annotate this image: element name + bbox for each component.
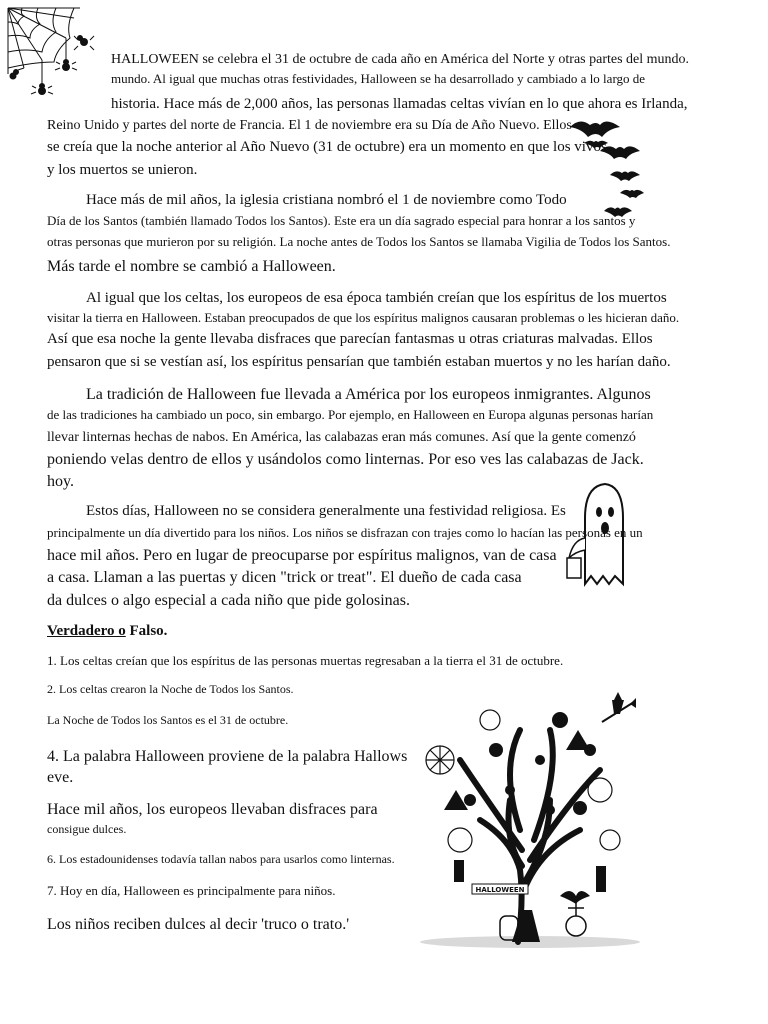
- quiz-heading-false: Falso.: [125, 623, 168, 639]
- article-line: de las tradiciones ha cambiado un poco, sin embargo. Por ejemplo, en Halloween en Europa algunas personas harían: [47, 407, 654, 422]
- quiz-heading-true: Verdadero o: [47, 623, 126, 639]
- article-line: Más tarde el nombre se cambió a Halloween.: [47, 258, 336, 275]
- article-line: da dulces o algo especial a cada niño que pide golosinas.: [47, 592, 410, 609]
- article-line: llevar linternas hechas de nabos. En América, las calabazas eran más comunes. Así que la gente comenzó: [47, 430, 636, 445]
- witch-on-broom-icon: [600, 692, 636, 726]
- quiz-item: 7. Hoy en día, Halloween es principalmente para niños.: [47, 883, 336, 898]
- article-line: principalmente un día divertido para los niños. Los niños se disfrazan con trajes como lo hacían las personas en un: [47, 525, 643, 540]
- quiz-item: Hace mil años, los europeos llevaban disfraces para: [47, 801, 378, 818]
- article-line: La tradición de Halloween fue llevada a América por los europeos inmigrantes. Algunos: [86, 386, 651, 403]
- article-line: Al igual que los celtas, los europeos de esa época también creían que los espíritus de los muertos: [86, 290, 667, 306]
- article-line: y los muertos se unieron.: [47, 162, 198, 178]
- article-line: historia. Hace más de 2,000 años, las personas llamadas celtas vivían en lo que ahora es Irlanda,: [111, 96, 688, 112]
- quiz-item: consigue dulces.: [47, 822, 127, 836]
- quiz-item: 2. Los celtas crearon la Noche de Todos los Santos.: [47, 682, 294, 696]
- article-line: hace mil años. Pero en lugar de preocuparse por espíritus malignos, van de casa: [47, 547, 557, 564]
- quiz-item: 1. Los celtas creían que los espíritus de las personas muertas regresaban a la tierra el 31 de octubre.: [47, 653, 564, 668]
- quiz-heading: [47, 623, 167, 640]
- article-line: poniendo velas dentro de ellos y usándolos como linternas. Por eso ves las calabazas de Jack.: [47, 451, 644, 468]
- article-line: a casa. Llaman a las puertas y dicen "trick or treat". El dueño de cada casa: [47, 569, 522, 586]
- article-line: Así que esa noche la gente llevaba disfraces que parecían fantasmas u otras criaturas malvadas. Ellos: [47, 331, 653, 347]
- article-line: hoy.: [47, 473, 74, 490]
- quiz-item: 6. Los estadounidenses todavía tallan nabos para usarlos como linternas.: [47, 852, 395, 866]
- article-line: Día de los Santos (también llamado Todos los Santos). Este era un día sagrado especial para honrar a los santos y: [47, 213, 636, 228]
- article-line: se creía que la noche anterior al Año Nuevo (31 de octubre) era un momento en que los vivos: [47, 139, 607, 155]
- article-line: visitar la tierra en Halloween. Estaban preocupados de que los espíritus malignos causaran problemas o les hicieran daño.: [47, 310, 680, 325]
- article-line: mundo. Al igual que muchas otras festividades, Halloween se ha desarrollado y cambiado a lo largo de: [111, 71, 646, 86]
- quiz-item: La Noche de Todos los Santos es el 31 de octubre.: [47, 713, 289, 727]
- article-line: Estos días, Halloween no se considera generalmente una festividad religiosa. Es: [86, 503, 566, 519]
- spiderweb-icon: [4, 4, 104, 104]
- halloween-sign-text: HALLOWEEN: [475, 886, 525, 894]
- halloween-tree-illustration: [400, 690, 660, 950]
- article-line: Hace más de mil años, la iglesia cristiana nombró el 1 de noviembre como Todo: [86, 192, 567, 208]
- quiz-item: eve.: [47, 769, 74, 786]
- quiz-item: Los niños reciben dulces al decir 'truco o trato.': [47, 916, 350, 933]
- article-line: pensaron que si se vestían así, los espíritus pensarían que también estaban muertos y no les harían daño.: [47, 354, 671, 370]
- article-line: otras personas que murieron por su religión. La noche antes de Todos los Santos se llamaba Vigilia de Todos los Santos.: [47, 234, 671, 249]
- article-line: Reino Unido y partes del norte de Francia. El 1 de noviembre era su Día de Año Nuevo. Ellos: [47, 118, 572, 133]
- quiz-item: 4. La palabra Halloween proviene de la palabra Hallows: [47, 748, 408, 765]
- article-line: HALLOWEEN se celebra el 31 de octubre de cada año en América del Norte y otras partes del mundo.: [111, 52, 690, 67]
